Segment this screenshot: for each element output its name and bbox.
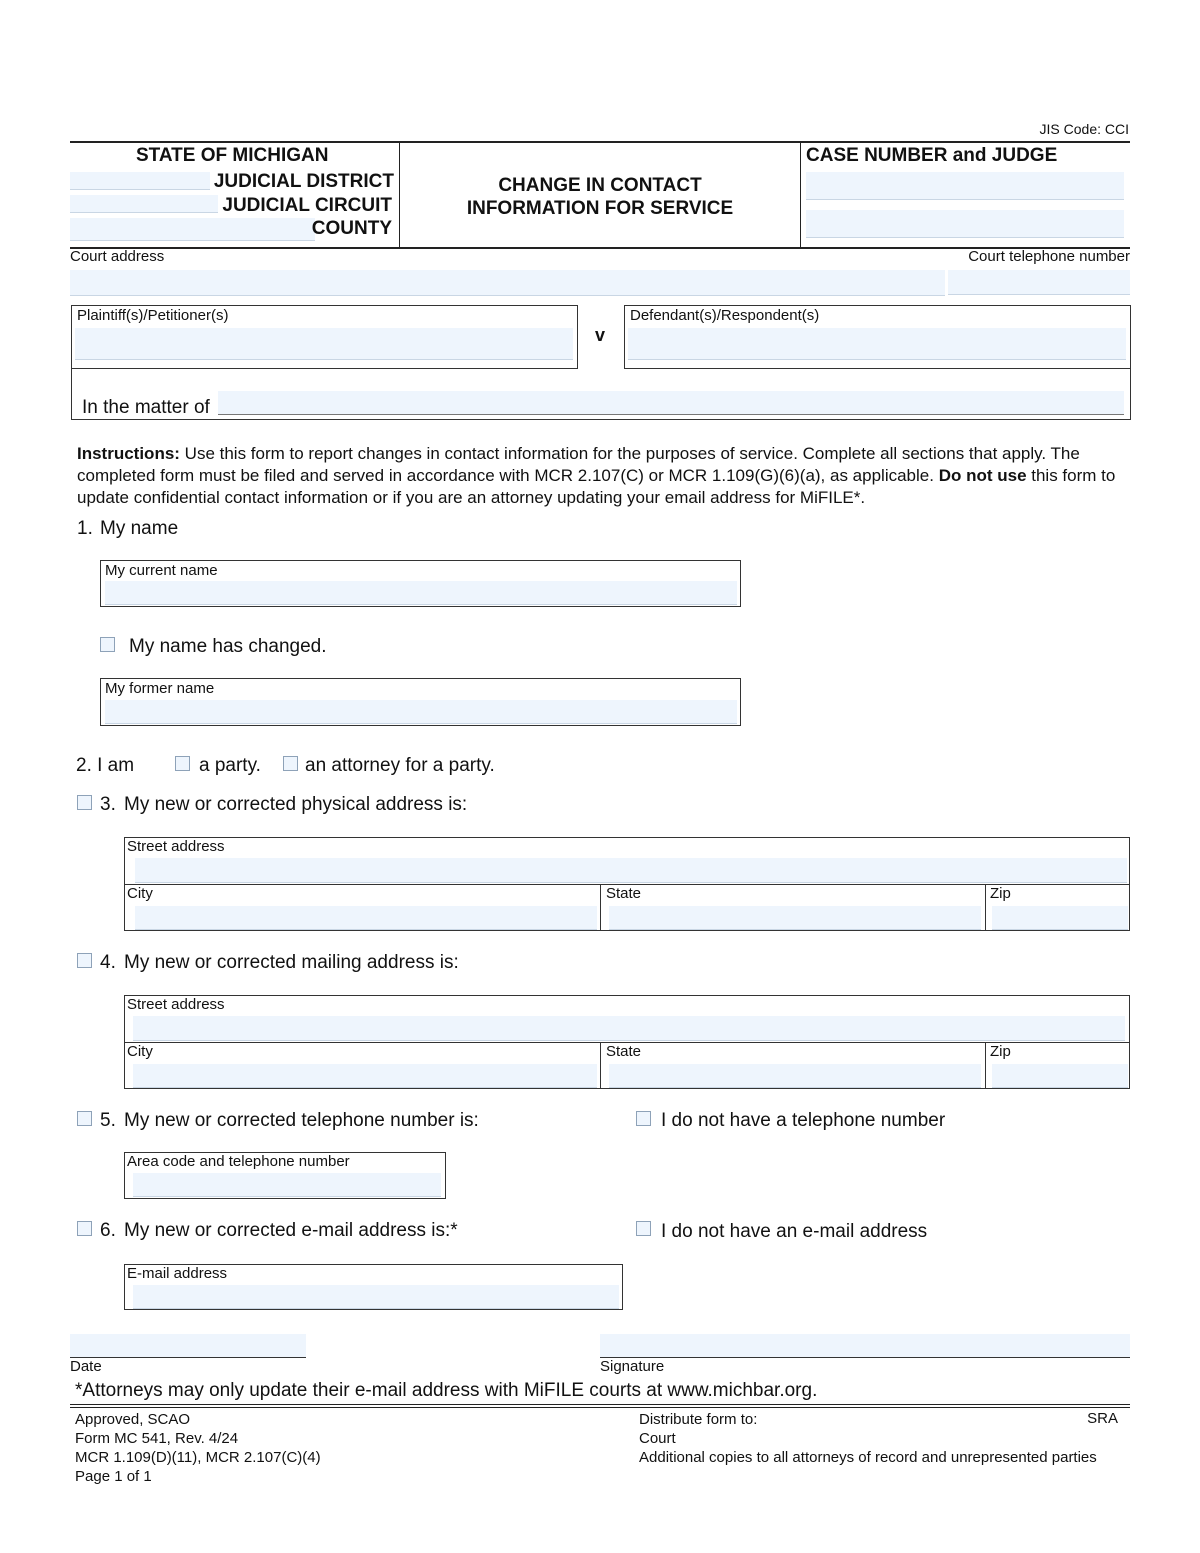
instructions-lead: Instructions: <box>77 444 180 463</box>
current-name-box <box>100 560 741 607</box>
judge-field[interactable] <box>806 210 1124 238</box>
footer-left <box>75 1410 321 1486</box>
physical-street-label: Street address <box>127 838 225 855</box>
physical-address-box <box>124 837 1130 931</box>
section1-number: 1. <box>77 518 93 539</box>
section2-label: 2. I am <box>76 755 135 776</box>
no-telephone-checkbox[interactable] <box>636 1111 651 1126</box>
section4-title: My new or corrected mailing address is: <box>124 952 459 973</box>
party-checkbox[interactable] <box>175 756 190 771</box>
no-email-label: I do not have an e-mail address <box>661 1221 928 1242</box>
mailing-city-field[interactable] <box>133 1064 597 1088</box>
name-changed-checkbox[interactable] <box>100 637 115 652</box>
header-divider-right <box>800 142 801 247</box>
footer-court: Court <box>639 1430 676 1447</box>
section3-number: 3. <box>100 794 116 815</box>
court-address-label: Court address <box>70 248 165 265</box>
telephone-field[interactable] <box>133 1173 441 1197</box>
plaintiff-box <box>71 305 578 369</box>
date-field[interactable] <box>70 1334 306 1358</box>
court-phone-label: Court telephone number <box>968 248 1130 265</box>
mailing-street-field[interactable] <box>133 1016 1125 1041</box>
telephone-box <box>124 1152 446 1199</box>
mailing-state-label: State <box>606 1043 642 1060</box>
court-phone-field[interactable] <box>948 270 1130 295</box>
signature-label: Signature <box>600 1358 665 1375</box>
section5-number: 5. <box>100 1110 116 1131</box>
physical-city-field[interactable] <box>135 906 597 930</box>
physical-col-divider-1 <box>600 884 601 930</box>
physical-col-divider-2 <box>985 884 986 930</box>
no-email-checkbox[interactable] <box>636 1221 651 1236</box>
footer-copies: Additional copies to all attorneys of record and unrepresented parties <box>639 1449 1097 1466</box>
footer-right <box>639 1410 1097 1467</box>
section1-title: My name <box>100 518 179 539</box>
attorney-checkbox[interactable] <box>283 756 298 771</box>
form-title <box>400 174 800 220</box>
section6-title: My new or corrected e-mail address is:* <box>124 1220 458 1241</box>
former-name-field[interactable] <box>105 700 737 724</box>
mailing-street-label: Street address <box>127 996 225 1013</box>
mailing-col-divider-1 <box>600 1042 601 1088</box>
physical-state-field[interactable] <box>609 906 981 930</box>
footer-form: Form MC 541, Rev. 4/24 <box>75 1430 239 1447</box>
form-title-line2: INFORMATION FOR SERVICE <box>466 198 734 219</box>
instructions-emph: Do not use <box>938 466 1027 485</box>
email-box <box>124 1264 623 1310</box>
email-checkbox[interactable] <box>77 1221 92 1236</box>
mailing-address-checkbox[interactable] <box>77 953 92 968</box>
case-number-field[interactable] <box>806 172 1124 200</box>
footer-mcr: MCR 1.109(D)(11), MCR 2.107(C)(4) <box>75 1449 321 1466</box>
physical-state-label: State <box>606 885 642 902</box>
plaintiff-field[interactable] <box>75 328 573 360</box>
mailing-zip-field[interactable] <box>992 1064 1128 1088</box>
state-of-michigan: STATE OF MICHIGAN <box>136 145 329 166</box>
physical-zip-label: Zip <box>990 885 1011 902</box>
header-top-rule <box>70 141 1130 143</box>
footer-page: Page 1 of 1 <box>75 1468 152 1485</box>
footer-rule-2 <box>70 1407 1130 1408</box>
footer-approved: Approved, SCAO <box>75 1411 191 1428</box>
judicial-circuit-field[interactable] <box>70 195 218 213</box>
judicial-circuit-label: JUDICIAL CIRCUIT <box>222 195 392 216</box>
section3-title: My new or corrected physical address is: <box>124 794 468 815</box>
current-name-label: My current name <box>105 562 218 579</box>
former-name-box <box>100 678 741 726</box>
instructions-text2: this form to update confidential contact information or if you are an attorney updating your email address for MiFILE*. <box>77 466 1116 507</box>
footer-distribute: Distribute form to: <box>639 1411 758 1428</box>
former-name-label: My former name <box>105 680 215 697</box>
physical-address-checkbox[interactable] <box>77 795 92 810</box>
mailing-zip-label: Zip <box>990 1043 1011 1060</box>
footer-sra: SRA <box>1087 1410 1118 1427</box>
plaintiff-label: Plaintiff(s)/Petitioner(s) <box>77 307 229 324</box>
section6-number: 6. <box>100 1220 116 1241</box>
physical-zip-field[interactable] <box>992 906 1128 930</box>
court-address-field[interactable] <box>70 270 945 296</box>
county-field[interactable] <box>70 218 315 241</box>
name-changed-label: My name has changed. <box>129 636 327 657</box>
email-field[interactable] <box>133 1285 619 1309</box>
matter-field[interactable] <box>218 391 1124 415</box>
defendant-box <box>624 305 1131 369</box>
judicial-district-label: JUDICIAL DISTRICT <box>213 171 394 192</box>
telephone-checkbox[interactable] <box>77 1111 92 1126</box>
case-number-label: CASE NUMBER and JUDGE <box>806 145 1058 166</box>
matter-label: In the matter of <box>82 397 210 418</box>
versus-label: v <box>595 325 606 345</box>
matter-box <box>71 369 1131 420</box>
mailing-col-divider-2 <box>985 1042 986 1088</box>
physical-street-field[interactable] <box>135 858 1127 883</box>
signature-field[interactable] <box>600 1334 1130 1358</box>
physical-city-label: City <box>127 885 153 902</box>
section4-number: 4. <box>100 952 116 973</box>
no-telephone-label: I do not have a telephone number <box>661 1110 946 1131</box>
email-label: E-mail address <box>127 1265 228 1282</box>
form-title-line1: CHANGE IN CONTACT <box>498 175 702 196</box>
mailing-city-label: City <box>127 1043 153 1060</box>
footer-rule-1 <box>70 1404 1130 1405</box>
date-label: Date <box>70 1358 102 1375</box>
jis-code: JIS Code: CCI <box>1039 121 1129 137</box>
telephone-label: Area code and telephone number <box>127 1153 350 1170</box>
mailing-state-field[interactable] <box>609 1064 981 1088</box>
attorney-label: an attorney for a party. <box>305 755 495 776</box>
mailing-address-box <box>124 995 1130 1089</box>
defendant-label: Defendant(s)/Respondent(s) <box>630 307 820 324</box>
section5-title: My new or corrected telephone number is: <box>124 1110 479 1131</box>
footnote: *Attorneys may only update their e-mail address with MiFILE courts at www.michbar.org. <box>75 1380 818 1401</box>
judicial-district-field[interactable] <box>70 172 210 190</box>
party-label: a party. <box>199 755 261 776</box>
defendant-field[interactable] <box>628 328 1126 360</box>
instructions <box>77 443 1137 509</box>
instructions-text1: Use this form to report changes in contact information for the purposes of service. Complete all sections that apply. The completed form must be filed and served in accordance with MCR 2.107(C) or MCR 1.109(G)(6)(a), as applicable. <box>77 444 1080 485</box>
county-label: COUNTY <box>311 218 392 239</box>
current-name-field[interactable] <box>105 581 737 605</box>
